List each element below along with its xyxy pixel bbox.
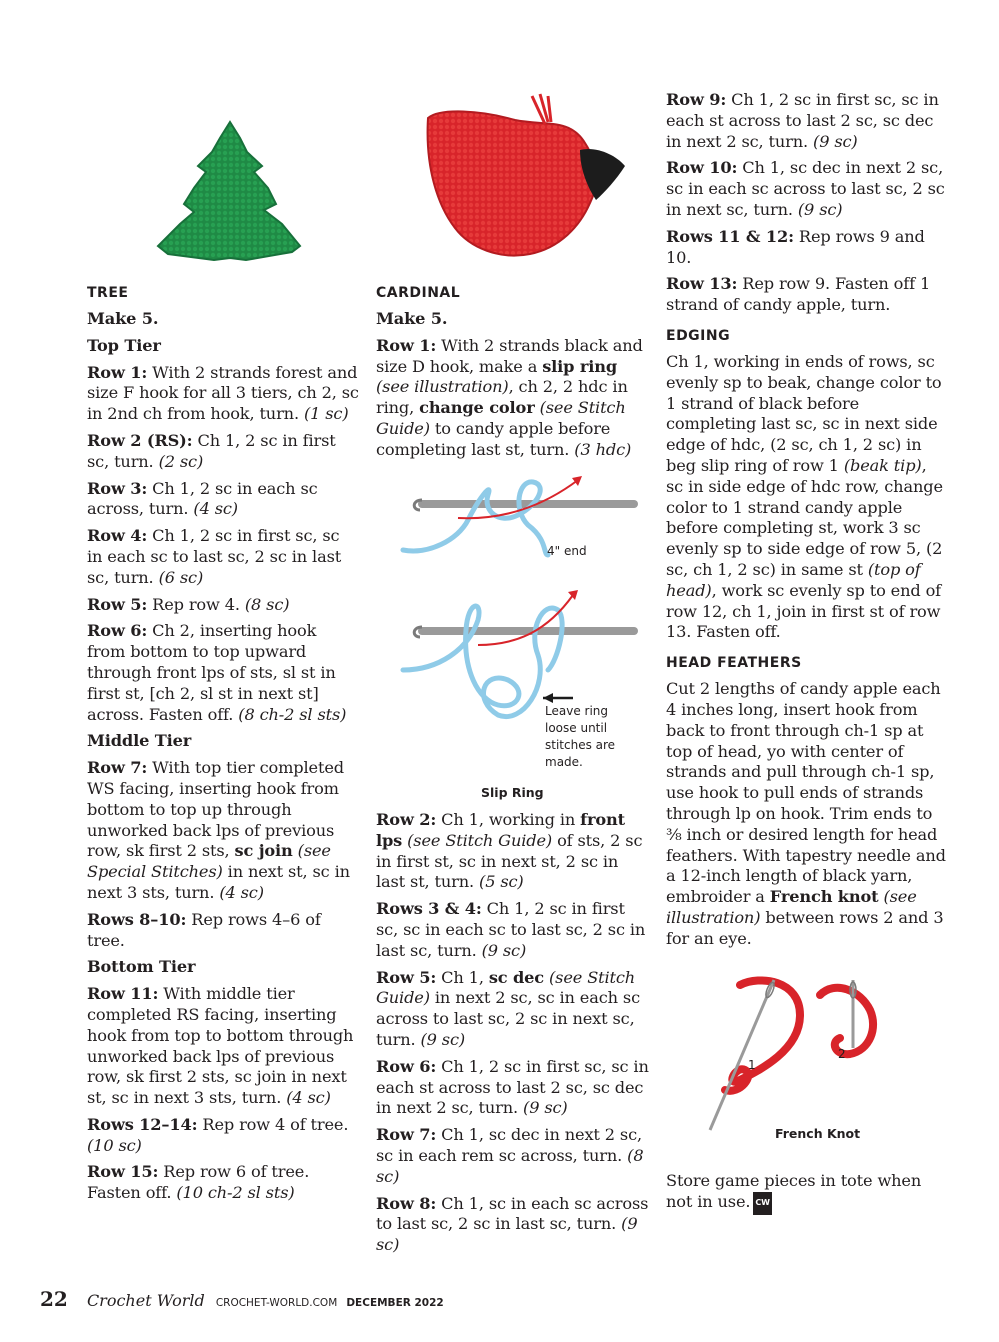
magazine-url: CROCHET-WORLD.COM	[215, 1297, 338, 1309]
tree-rows-12-14: Rows 12–14: Rep row 4 of tree. (10 sc)	[87, 1114, 349, 1155]
cardinal-column-bottom	[376, 810, 651, 1262]
french-knot-illustration	[700, 970, 900, 1140]
french-knot-caption: French Knot	[775, 1126, 861, 1141]
knot-step-1: 1	[748, 1058, 756, 1072]
tree-row-3: Row 3: Ch 1, 2 sc in each sc across, turn. (4 sc)	[87, 478, 318, 519]
head-feathers-heading: HEAD FEATHERS	[666, 655, 802, 672]
page-footer	[40, 1287, 444, 1311]
cardinal-row-5: Row 5: Ch 1, sc dec (see Stitch Guide) in next 2 sc, sc in each sc across to last sc, 2 sc in next sc, turn. (9 sc)	[376, 967, 641, 1049]
magazine-name: Crochet World	[86, 1291, 205, 1310]
tree-photo	[150, 120, 310, 270]
middle-tier-heading: Middle Tier	[87, 731, 192, 751]
bottom-tier-heading: Bottom Tier	[87, 957, 196, 977]
tree-row-6: Row 6: Ch 2, inserting hook from bottom to top upward through front lps of sts, sl st in first st, [ch 2, sl st in next st] across. Fasten off. (8 ch-2 sl sts)	[87, 621, 347, 724]
cardinal-rows-3-4: Rows 3 & 4: Ch 1, 2 sc in first sc, sc in each sc to last sc, 2 sc in last sc, turn. (9 sc)	[376, 899, 646, 960]
top-tier-heading: Top Tier	[87, 335, 161, 355]
tree-row-1: Row 1: With 2 strands forest and size F hook for all 3 tiers, ch 2, sc in 2nd ch from hook, turn. (1 sc)	[87, 362, 359, 424]
right-column	[666, 90, 946, 955]
cardinal-row-13: Row 13: Rep row 9. Fasten off 1 strand of candy apple, turn.	[666, 274, 931, 315]
tree-row-4: Row 4: Ch 1, 2 sc in first sc, sc in each sc to last sc, 2 sc in last sc, turn. (6 sc)	[87, 526, 342, 587]
tree-column	[87, 285, 359, 1210]
cardinal-make: Make 5.	[376, 309, 448, 328]
cardinal-row-8: Row 8: Ch 1, sc in each sc across to last sc, 2 sc in last sc, turn. (9 sc)	[376, 1193, 649, 1255]
slip-ring-end-label: 4" end	[547, 544, 587, 558]
knot-step-2: 2	[838, 1047, 846, 1061]
tree-row-15: Row 15: Rep row 6 of tree. Fasten off. (10 ch-2 sl sts)	[87, 1162, 310, 1203]
tree-make: Make 5.	[87, 309, 159, 328]
head-feathers-text: Cut 2 lengths of candy apple each 4 inches long, insert hook from back to front through ch-1 sp at top of head, yo with center of strands and pull through ch-1 sp, use hook to pull ends of strands through lp on hook. Trim ends to ⅜ inch or desired length for head feathers. With tapestry needle and a 12-inch length of black yarn, embroider a French knot (see illustration) between rows 2 and 3 for an eye.	[666, 679, 946, 948]
edging-heading: EDGING	[666, 327, 731, 344]
cw-end-badge: CW	[753, 1192, 771, 1215]
cardinal-row-7: Row 7: Ch 1, sc dec in next 2 sc, sc in each rem sc across, turn. (8 sc)	[376, 1125, 644, 1186]
slip-ring-caption: Slip Ring	[481, 785, 544, 800]
cardinal-photo	[420, 88, 630, 268]
cardinal-heading: CARDINAL	[376, 285, 461, 301]
tree-rows-8-10: Rows 8–10: Rep rows 4–6 of tree.	[87, 909, 321, 950]
edging-text: Ch 1, working in ends of rows, sc evenly sp to beak, change color to 1 strand of black before completing last sc, sc in next side edge of hdc, (2 sc, ch 1, 2 sc) in beg slip ring of row 1 (beak tip), sc in side edge of hdc row, change color to 1 strand candy apple before completing st, work 3 sc evenly sp to side edge of row 5, (2 sc, ch 1, 2 sc) in same st (top of head), work sc evenly sp to end of row 12, ch 1, join in first st of row 13. Fasten off.	[666, 351, 943, 642]
cardinal-row-1: Row 1: With 2 strands black and size D hook, make a slip ring (see illustration), ch 2, 2 hdc in ring, change color (see Stitch Guide) to candy apple before completing last st, turn. (3 hdc)	[376, 335, 643, 459]
tree-row-2: Row 2 (RS): Ch 1, 2 sc in first sc, turn. (2 sc)	[87, 430, 336, 471]
cardinal-row-2: Row 2: Ch 1, working in front lps (see Stitch Guide) of sts, 2 sc in first st, sc in next st, 2 sc in last st, turn. (5 sc)	[376, 810, 643, 892]
cardinal-row-10: Row 10: Ch 1, sc dec in next 2 sc, sc in each sc across to last sc, 2 sc in next sc, turn. (9 sc)	[666, 158, 945, 219]
tree-row-7: Row 7: With top tier completed WS facing, inserting hook from bottom to top up through unworked back lps of previous row, sk first 2 sts, sc join (see Special Stitches) in next st, sc in next 3 sts, turn. (4 sc)	[87, 758, 350, 902]
closing-text: Store game pieces in tote when not in use. CW	[666, 1171, 936, 1215]
tree-row-5: Row 5: Rep row 4. (8 sc)	[87, 594, 290, 614]
slip-ring-leave-label: Leave ring loose until stitches are made.	[545, 704, 616, 769]
cardinal-rows-11-12: Rows 11 & 12: Rep rows 9 and 10.	[666, 226, 925, 267]
tree-row-11: Row 11: With middle tier completed RS facing, inserting hook from top to bottom through unworked back lps of previous row, sk first 2 sts, sc join in next st, sc in next 3 sts, turn. (4 sc)	[87, 984, 354, 1108]
issue-date: DECEMBER 2022	[346, 1297, 444, 1309]
page-number: 22	[40, 1287, 68, 1311]
cardinal-column-top	[376, 285, 651, 467]
cardinal-row-6: Row 6: Ch 1, 2 sc in first sc, sc in each st across to last 2 sc, sc dec in next 2 sc, turn. (9 sc)	[376, 1056, 649, 1118]
tree-heading: TREE	[87, 285, 129, 301]
cardinal-row-9: Row 9: Ch 1, 2 sc in first sc, sc in each st across to last 2 sc, sc dec in next 2 sc, turn. (9 sc)	[666, 90, 939, 151]
